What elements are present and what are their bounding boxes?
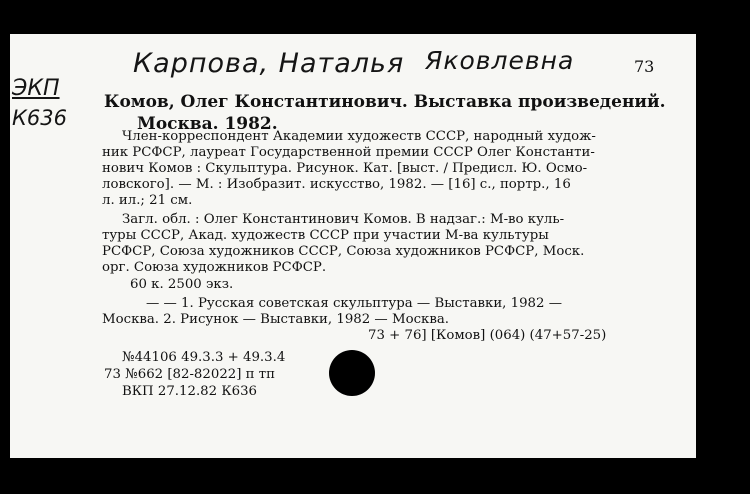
body-line-4: ловского]. — М. : Изобразит. искусство, 1982. — [16] с., портр., 16: [102, 177, 571, 192]
body-line-11: — — 1. Русская советская скульптура — Выставки, 1982 —: [146, 296, 563, 311]
heading-line-1: Комов, Олег Константинович. Выставка произведений.: [104, 92, 666, 112]
body-line-7: туры СССР, Акад. художеств СССР при участии М-ва культуры: [102, 228, 549, 243]
body-line-14: №44106 49.3.3 + 49.3.4: [122, 350, 286, 365]
body-line-12: Москва. 2. Рисунок — Выставки, 1982 — Москва.: [102, 312, 449, 327]
body-line-9: орг. Союза художников РСФСР.: [102, 260, 327, 275]
body-line-8: РСФСР, Союза художников СССР, Союза художников РСФСР, Моск.: [102, 244, 585, 259]
body-line-16: ВКП 27.12.82 К636: [122, 384, 257, 399]
body-line-10: 60 к. 2500 экз.: [130, 277, 234, 292]
body-line-2: ник РСФСР, лауреат Государственной премии СССР Олег Константи-: [102, 145, 595, 160]
heading-line-2: Москва. 1982.: [137, 114, 278, 134]
handwritten-author-name: Карпова, Наталья: [133, 48, 405, 79]
body-line-1: Член-корреспондент Академии художеств СССР, народный худож-: [122, 129, 596, 144]
punched-hole: [329, 350, 375, 396]
card-number: 73: [634, 57, 655, 76]
body-line-5: л. ил.; 21 см.: [102, 193, 193, 208]
handwritten-shelfmark-line1: ЭКП: [12, 76, 60, 101]
body-line-6: Загл. обл. : Олег Константинович Комов. В надзаг.: М-во куль-: [122, 212, 565, 227]
body-line-15: 73 №662 [82-82022] п тп: [104, 367, 275, 382]
handwritten-author-patronymic: Яковлевна: [425, 46, 575, 75]
handwritten-shelfmark-line2: К636: [12, 106, 67, 130]
body-line-3: нович Комов : Скульптура. Рисунок. Кат. [выст. / Предисл. Ю. Осмо-: [102, 161, 588, 176]
body-line-13: 73 + 76] [Комов] (064) (47+57-25): [368, 328, 607, 343]
